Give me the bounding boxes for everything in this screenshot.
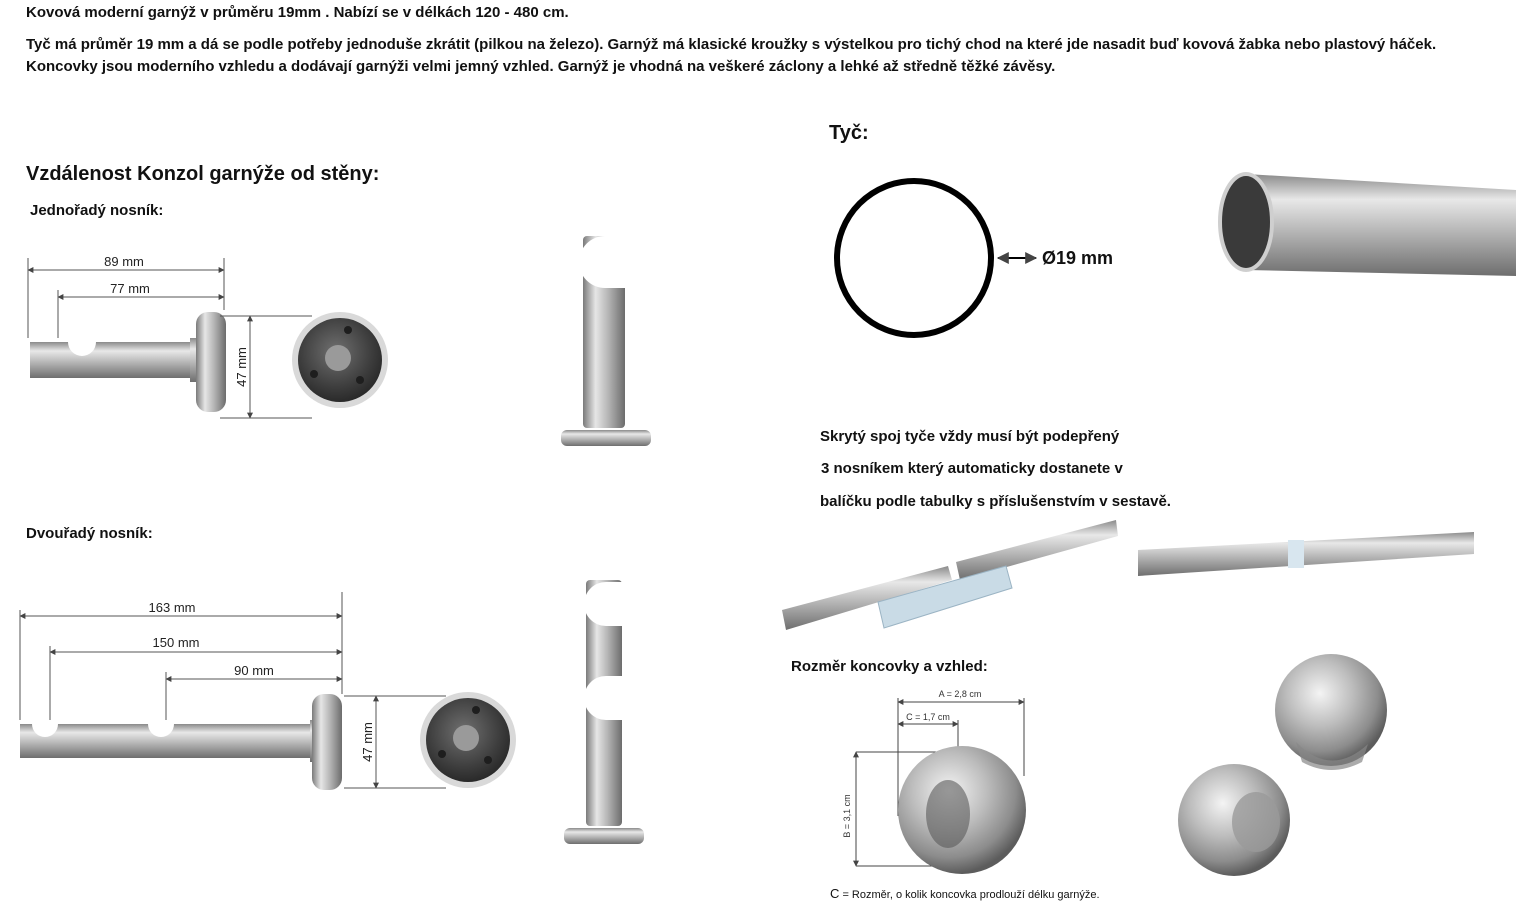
dim-label-47-single: 47 mm [234, 347, 249, 387]
joint-note-line-2: 3 nosníkem který automaticky dostanete v [821, 460, 1123, 477]
intro-line-1: Kovová moderní garnýž v průměru 19mm . Nabízí se v délkách 120 - 480 cm. [26, 4, 569, 21]
rod-joint-photo-open [780, 518, 1120, 638]
finial-heading: Rozměr koncovky a vzhled: [791, 658, 988, 675]
finial-dim-b: B = 3,1 cm [842, 794, 852, 838]
single-bracket-side-diagram [20, 250, 410, 430]
rod-circle [837, 181, 991, 335]
dim-150 [50, 635, 342, 720]
rod-cross-section-diagram [830, 172, 1150, 352]
joint-note-line-3: balíčku podle tabulky s příslušenstvím v sestavě. [820, 493, 1171, 510]
finial-caption-text: = Rozměr, o kolik koncovka prodlouží délku garnýže. [842, 889, 1100, 901]
finial-caption [830, 886, 1100, 901]
wall-plate-side [196, 312, 226, 412]
double-bracket-label: Dvouřadý nosník: [26, 525, 153, 542]
double-bracket-side-diagram [14, 590, 524, 800]
intro-line-2: Tyč má průměr 19 mm a dá se podle potřeby jednoduše zkrátit (pilkou na železo). Garnýž má klasické kroužky s výstelkou pro tichý chod na které jde nasadit buď kovová žabka nebo plastový háček. [26, 36, 1437, 53]
rod-joint-photo-closed [1136, 528, 1476, 588]
brackets-heading: Vzdálenost Konzol garnýže od stěny: [26, 163, 380, 185]
dim-label-150: 150 mm [152, 635, 200, 650]
single-bracket-front-photo [555, 232, 655, 452]
rod-end-photo [1210, 170, 1516, 280]
bracket-arm [30, 342, 200, 378]
dim-label-163: 163 mm [148, 600, 196, 615]
double-bracket-front-photo [560, 576, 660, 851]
finial-dimension-diagram [838, 686, 1078, 906]
single-bracket-label: Jednořadý nosník: [30, 202, 164, 219]
double-wall-plate-side [312, 694, 342, 790]
finial-photo-2 [1172, 762, 1302, 882]
rod-diameter-label: Ø19 mm [1042, 248, 1114, 268]
dim-label-47-double: 47 mm [360, 722, 375, 762]
finial-dim-c: C = 1,7 cm [906, 712, 950, 722]
finial-caption-letter: C [830, 886, 840, 901]
joint-note-line-1: Skrytý spoj tyče vždy musí být podepřený [820, 428, 1120, 445]
dim-label-89: 89 mm [104, 254, 144, 269]
finial-dim-a: A = 2,8 cm [938, 689, 982, 699]
intro-line-3: Koncovky jsou moderního vzhledu a dodávají garnýži velmi jemný vzhled. Garnýž je vhodná na veškeré záclony a lehké až středně těžké závěsy. [26, 58, 1056, 75]
dim-163 [20, 592, 342, 720]
dim-89 [28, 254, 224, 338]
dim-label-90: 90 mm [234, 663, 274, 678]
rod-heading: Tyč: [829, 122, 869, 144]
dim-label-77: 77 mm [110, 281, 150, 296]
finial-photo-1 [1276, 650, 1386, 780]
